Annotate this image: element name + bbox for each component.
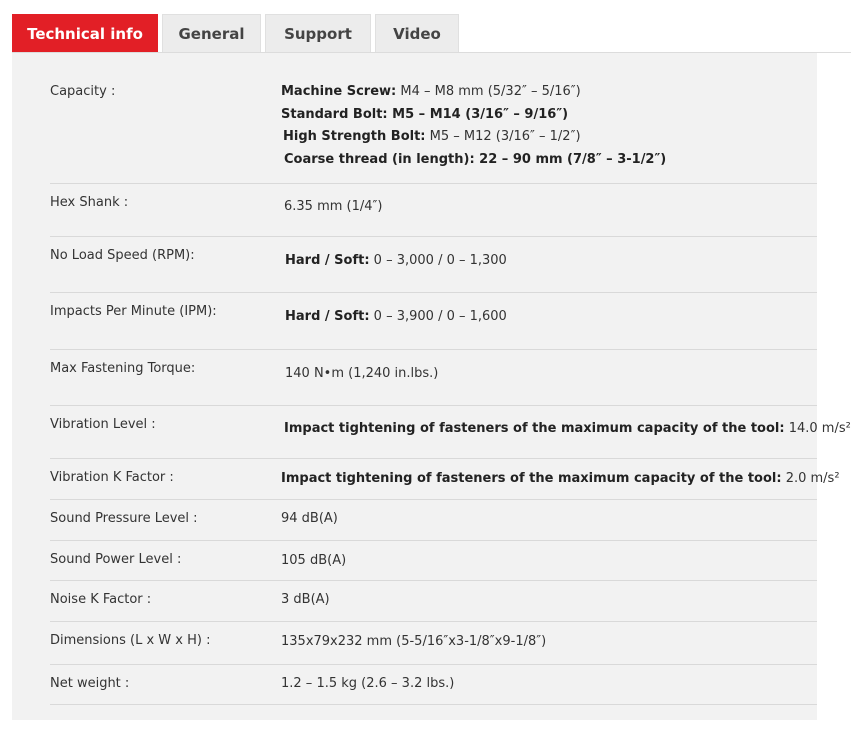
- spec-row-hex-shank: [50, 184, 817, 237]
- spec-label: Sound Pressure Level :: [50, 511, 198, 526]
- tab-support[interactable]: Support: [265, 14, 371, 53]
- spec-label: Net weight :: [50, 676, 130, 691]
- spec-row-no-load-speed: [50, 237, 817, 293]
- spec-value: 94 dB(A): [281, 511, 338, 526]
- spec-label: Impacts Per Minute (IPM):: [50, 304, 217, 319]
- spec-label: Max Fastening Torque:: [50, 361, 196, 376]
- tab-general[interactable]: General: [162, 14, 261, 53]
- spec-panel: [12, 53, 851, 720]
- spec-row-impacts-per-minute: [50, 293, 817, 350]
- spec-row-sound-power: [50, 541, 817, 581]
- spec-label: Dimensions (L x W x H) :: [50, 633, 211, 648]
- spec-value-line: Standard Bolt: M5 – M14 (3/16″ – 9/16″): [281, 107, 569, 122]
- tab-video[interactable]: Video: [375, 14, 459, 53]
- spec-label: Vibration Level :: [50, 417, 156, 432]
- spec-row-dimensions: [50, 622, 817, 665]
- spec-row-net-weight: [50, 665, 817, 705]
- spec-row-vibration-k-factor: [50, 459, 840, 500]
- spec-value: 140 N•m (1,240 in.lbs.): [285, 366, 439, 381]
- spec-label: No Load Speed (RPM):: [50, 248, 195, 263]
- spec-label: Noise K Factor :: [50, 592, 152, 607]
- spec-label: Capacity :: [50, 84, 116, 99]
- spec-value: Impact tightening of fasteners of the maximum capacity of the tool: 14.0 m/s²: [284, 421, 851, 436]
- spec-value: 1.2 – 1.5 kg (2.6 – 3.2 lbs.): [281, 676, 455, 691]
- spec-value-line: Machine Screw: M4 – M8 mm (5/32″ – 5/16″): [281, 84, 581, 99]
- spec-value: 3 dB(A): [281, 592, 330, 607]
- spec-value: 135x79x232 mm (5-5/16″x3-1/8″x9-1/8″): [281, 634, 547, 649]
- spec-value: 6.35 mm (1/4″): [284, 199, 383, 214]
- spec-value: Impact tightening of fasteners of the maximum capacity of the tool: 2.0 m/s²: [281, 471, 840, 486]
- spec-value: Hard / Soft: 0 – 3,000 / 0 – 1,300: [285, 253, 507, 268]
- spec-label: Vibration K Factor :: [50, 470, 174, 485]
- spec-value: 105 dB(A): [281, 553, 347, 568]
- spec-row-max-torque: [50, 350, 817, 406]
- spec-label: Sound Power Level :: [50, 552, 182, 567]
- spec-row-sound-pressure: [50, 500, 817, 541]
- spec-value: Hard / Soft: 0 – 3,900 / 0 – 1,600: [285, 309, 507, 324]
- tab-technical-info[interactable]: Technical info: [12, 14, 158, 53]
- spec-value-line: High Strength Bolt: M5 – M12 (3/16″ – 1/2″): [283, 129, 581, 144]
- spec-row-vibration-level: [50, 406, 851, 459]
- spec-value-line: Coarse thread (in length): 22 – 90 mm (7/8″ – 3-1/2″): [284, 152, 667, 167]
- spec-row-capacity: [50, 53, 817, 184]
- spec-label: Hex Shank :: [50, 195, 129, 210]
- tab-bar: [12, 14, 851, 53]
- spec-row-noise-k-factor: [50, 581, 817, 622]
